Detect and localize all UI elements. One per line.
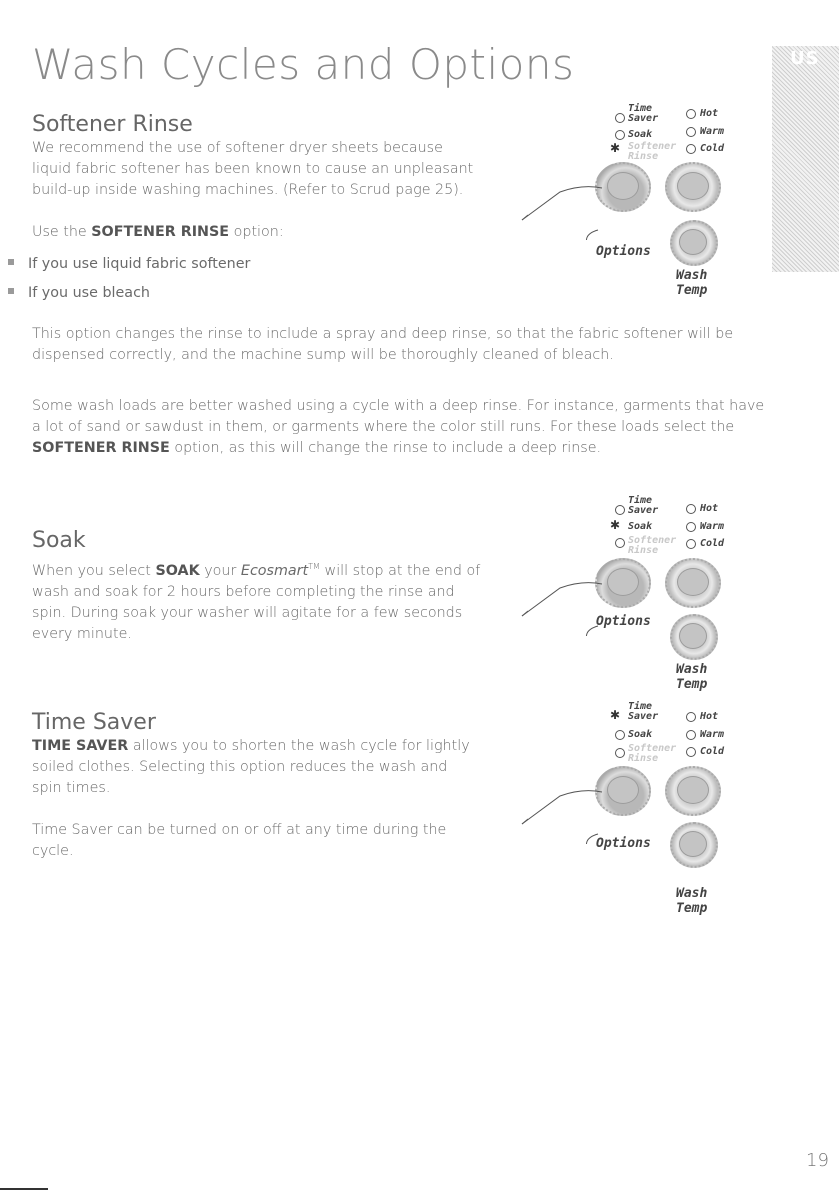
warm-label: Warm (700, 126, 725, 137)
wash-temp-knob-lower (670, 822, 718, 868)
softener-rinse-label: Softener Rinse (628, 141, 677, 162)
wash-temp-button[interactable] (665, 766, 721, 816)
hot-label: Hot (700, 108, 719, 119)
cold-label: Cold (700, 746, 725, 757)
wash-temp-knob-lower (670, 220, 718, 266)
active-indicator-icon: ✱ (610, 708, 621, 722)
softener-rinse-indicator-icon (615, 748, 625, 758)
page-number: 19 (806, 1150, 829, 1171)
warm-indicator-icon (686, 127, 696, 137)
cold-indicator-icon (686, 144, 696, 154)
footer-rule (0, 1188, 48, 1190)
options-label: Options (596, 244, 651, 259)
time-saver-indicator-icon (615, 113, 625, 123)
page-title: Wash Cycles and Options (32, 40, 575, 89)
hot-label: Hot (700, 503, 719, 514)
time-saver-label: Time Saver (628, 495, 659, 516)
soak-indicator-icon (615, 130, 625, 140)
warm-indicator-icon (686, 522, 696, 532)
wash-temp-label: Wash Temp (676, 886, 708, 916)
soak-heading: Soak (32, 528, 86, 553)
bullet-square-icon (8, 259, 14, 265)
options-label: Options (596, 836, 651, 851)
hot-label: Hot (700, 711, 719, 722)
softener-rinse-label: Softener Rinse (628, 743, 677, 764)
softener-rinse-indicator-icon (615, 538, 625, 548)
warm-label: Warm (700, 521, 725, 532)
wash-temp-knob-lower (670, 614, 718, 660)
pressing-finger-icon (520, 180, 610, 240)
time-saver-description: TIME SAVER allows you to shorten the wash cycle for lightly soiled clothes. Selecting this option reduces the wash and spin times. (32, 738, 470, 796)
cold-label: Cold (700, 538, 725, 549)
active-indicator-icon: ✱ (610, 518, 621, 532)
cold-label: Cold (700, 143, 725, 154)
softener-rinse-intro: We recommend the use of softener dryer sheets because liquid fabric softener has been known to cause an unpleasant build-up inside washing machines. (Refer to Scrud page 25). (32, 140, 474, 198)
cold-indicator-icon (686, 747, 696, 757)
control-panel-soak (510, 496, 730, 696)
active-indicator-icon: ✱ (610, 141, 621, 155)
warm-label: Warm (700, 729, 725, 740)
time-saver-note: Time Saver can be turned on or off at any time during the cycle. (32, 822, 447, 859)
hot-indicator-icon (686, 109, 696, 119)
soak-label: Soak (628, 521, 653, 532)
section-tab (772, 46, 839, 272)
soak-label: Soak (628, 729, 653, 740)
softener-rinse-description: This option changes the rinse to include a spray and deep rinse, so that the fabric softener will be dispensed correctly, and the machine sump will be thoroughly cleaned of bleach. (32, 326, 734, 363)
soak-indicator-icon (615, 730, 625, 740)
bullet-item: If you use bleach (8, 285, 150, 301)
softener-rinse-label: Softener Rinse (628, 535, 677, 556)
control-panel-softener-rinse (510, 100, 730, 300)
control-panel-time-saver (510, 701, 730, 916)
hot-indicator-icon (686, 504, 696, 514)
wash-temp-button[interactable] (665, 162, 721, 212)
bullet-item: If you use liquid fabric softener (8, 256, 250, 272)
wash-temp-label: Wash Temp (676, 662, 708, 692)
time-saver-label: Time Saver (628, 701, 659, 722)
wash-temp-button[interactable] (665, 558, 721, 608)
cold-indicator-icon (686, 539, 696, 549)
warm-indicator-icon (686, 730, 696, 740)
soak-description: When you select SOAK your Ecosmart™ will stop at the end of wash and soak for 2 hours before completing the rinse and spin. During soak your washer will agitate for a few seconds every minute. (32, 562, 481, 642)
hot-indicator-icon (686, 712, 696, 722)
time-saver-heading: Time Saver (32, 710, 156, 735)
section-tab-label: US (790, 48, 820, 69)
bullet-square-icon (8, 288, 14, 294)
softener-rinse-use-option: Use the SOFTENER RINSE option: (32, 224, 284, 240)
options-label: Options (596, 614, 651, 629)
wash-temp-label: Wash Temp (676, 268, 708, 298)
softener-rinse-deep-rinse-note: Some wash loads are better washed using a cycle with a deep rinse. For instance, garments that have a lot of sand or sawdust in them, or garments where the color still runs. For these loads select the SOFTENER RINSE option, as this will change the rinse to include a deep rinse. (32, 398, 765, 456)
time-saver-label: Time Saver (628, 103, 659, 124)
softener-rinse-heading: Softener Rinse (32, 112, 193, 137)
soak-label: Soak (628, 129, 653, 140)
pressing-finger-icon (520, 576, 610, 636)
time-saver-indicator-icon (615, 505, 625, 515)
pressing-finger-icon (520, 784, 610, 844)
